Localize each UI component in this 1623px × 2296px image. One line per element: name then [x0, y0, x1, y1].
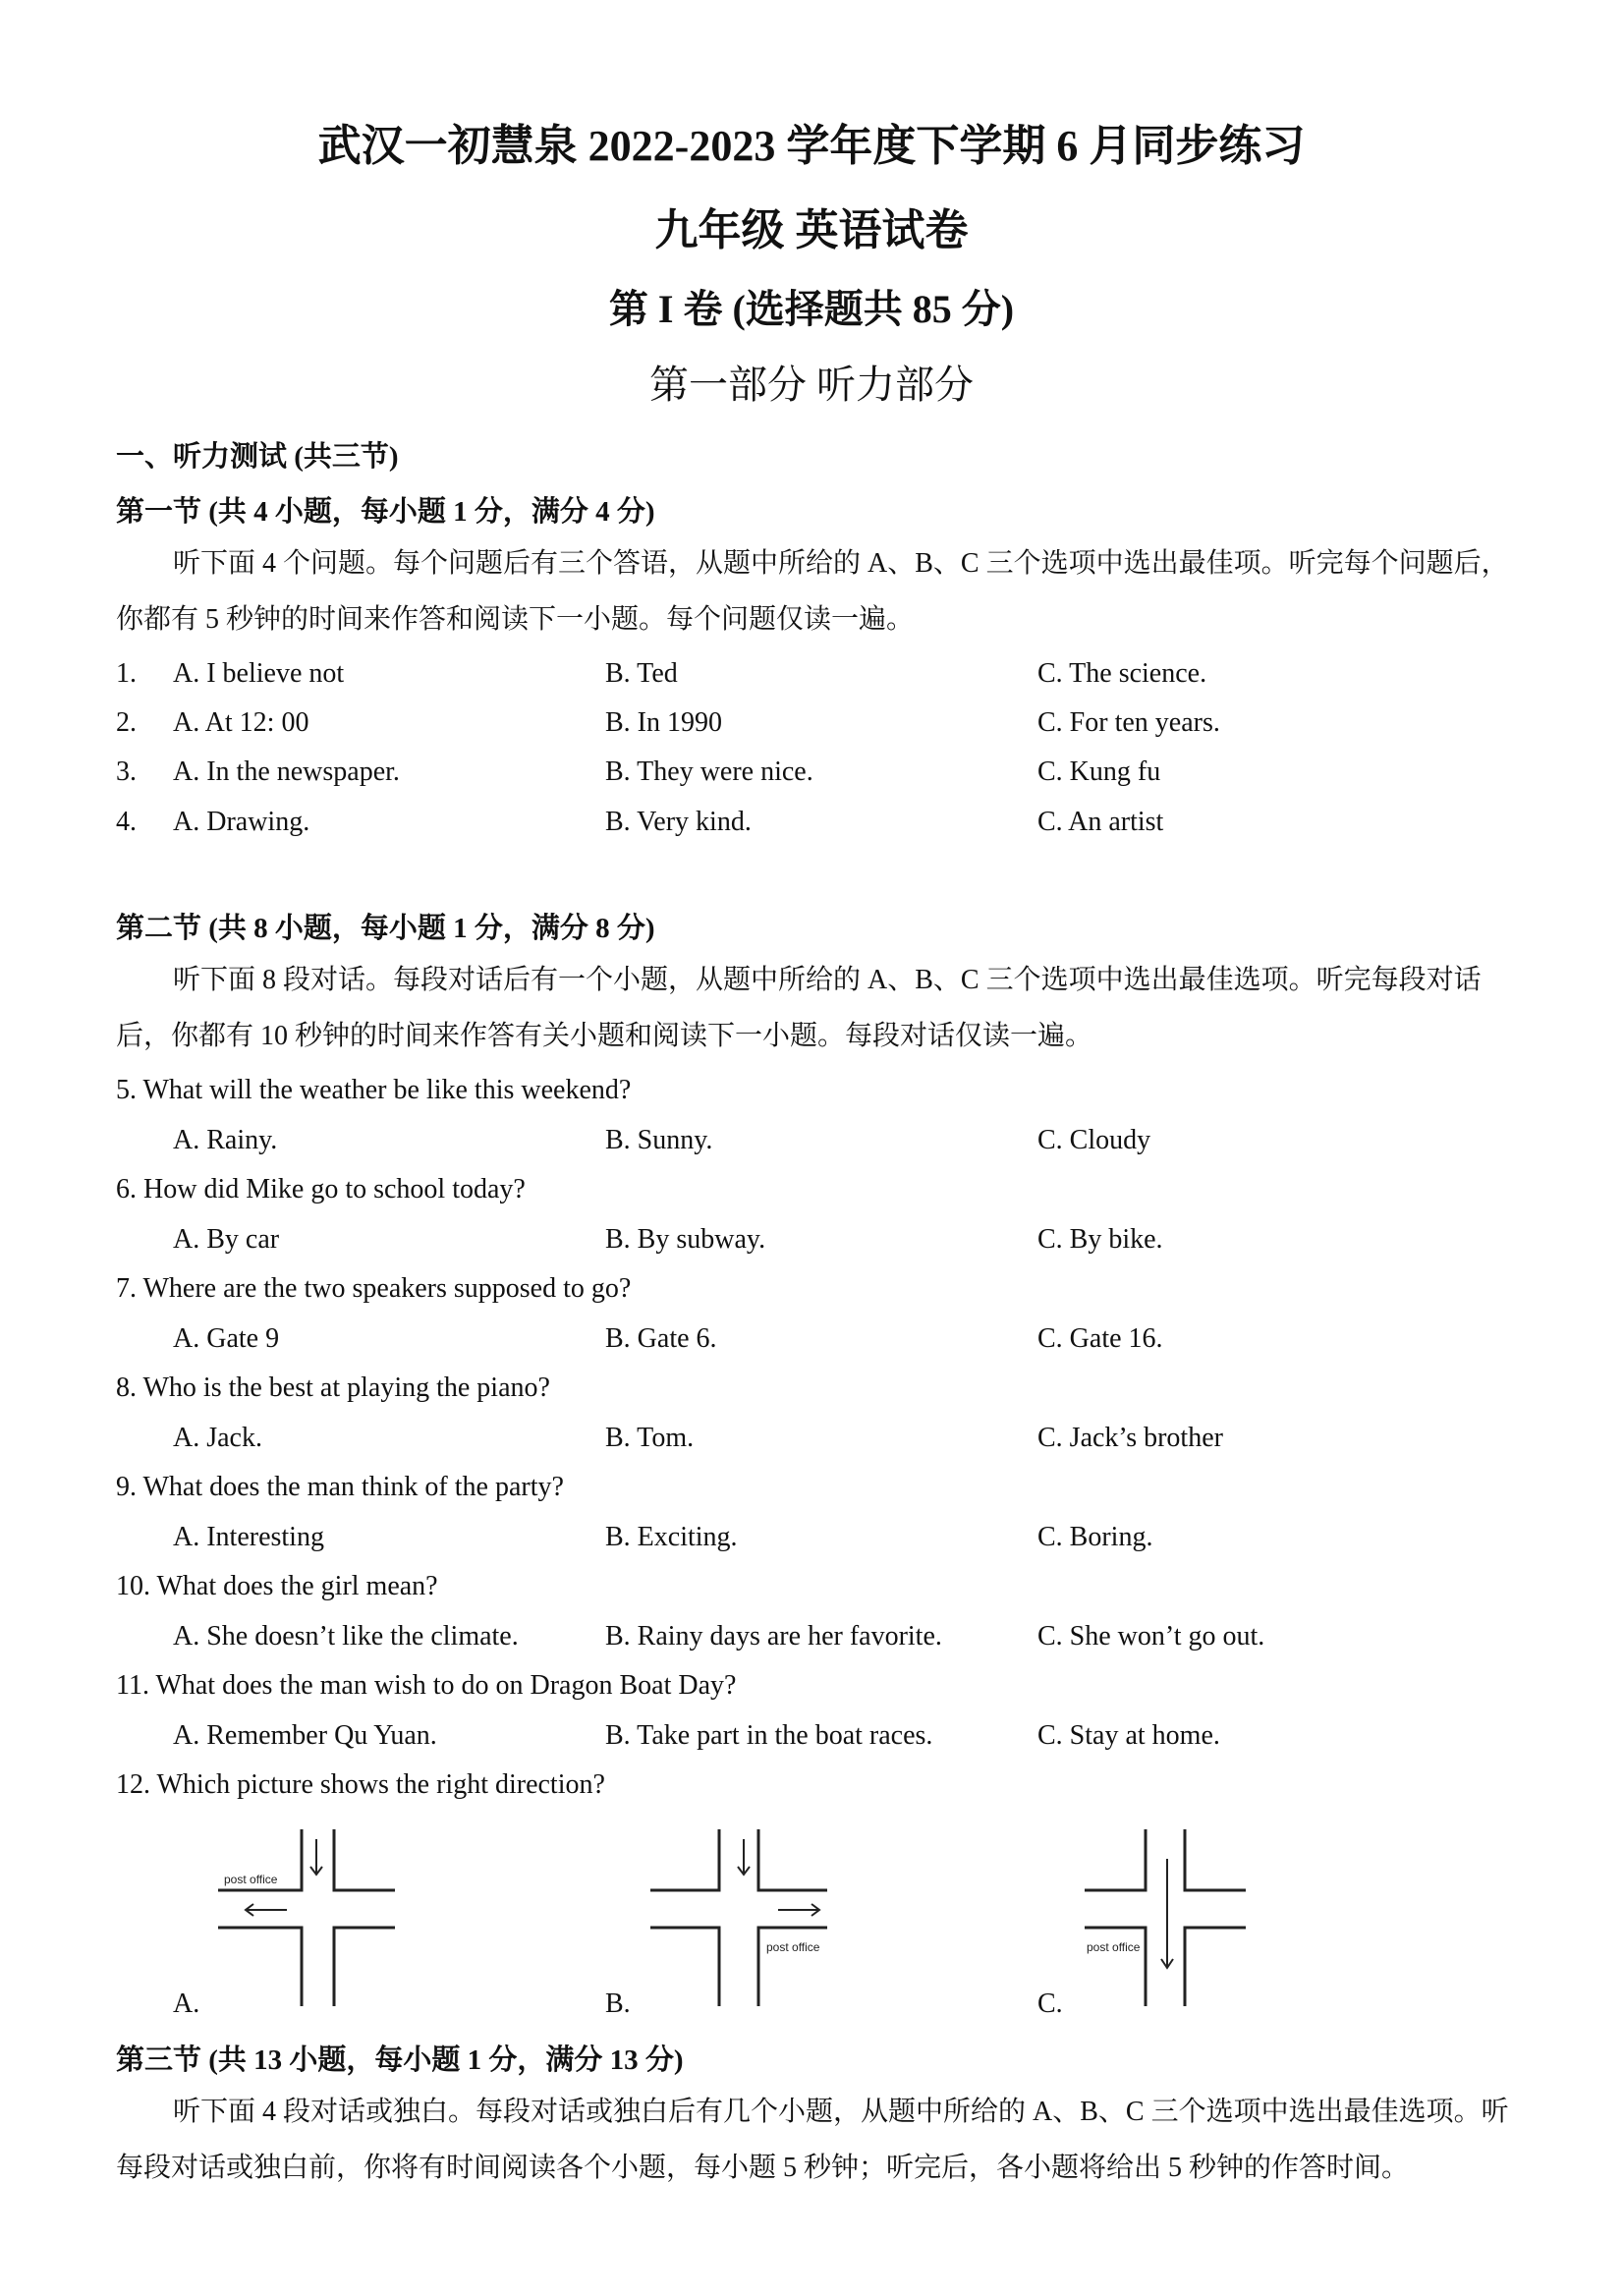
option-b: B. Gate 6.: [605, 1323, 717, 1354]
option-c: C. She won’t go out.: [1037, 1621, 1265, 1652]
question-row: [116, 658, 1511, 698]
option-row: [116, 1423, 1511, 1462]
option-a: A. I believe not: [173, 658, 345, 689]
road-corner: [1185, 1829, 1246, 1890]
road-corner: [758, 1928, 827, 2006]
option-b: B. They were nice.: [605, 756, 813, 787]
road-corner: [1085, 1829, 1146, 1890]
road-corner: [1185, 1928, 1246, 2006]
option-c: C. Stay at home.: [1037, 1720, 1220, 1751]
road-corner: [218, 1928, 302, 2006]
option-c: C. By bike.: [1037, 1224, 1163, 1255]
option-a: A. In the newspaper.: [173, 756, 400, 787]
exam-subtitle: 九年级 英语试卷: [654, 206, 969, 254]
option-b: B. By subway.: [605, 1224, 766, 1255]
section2-heading: 第二节 (共 8 小题，每小题 1 分，满分 8 分): [116, 913, 655, 944]
option-b: B. Very kind.: [605, 807, 752, 837]
option-row: [116, 1720, 1511, 1760]
road-corner: [650, 1829, 719, 1890]
figure-label-b: B.: [605, 1988, 631, 2019]
option-b: B. Take part in the boat races.: [605, 1720, 933, 1751]
question-text: 7. Where are the two speakers supposed to go?: [116, 1273, 632, 1304]
option-a: A. At 12: 00: [173, 707, 309, 738]
section2-instructions: 听下面 8 段对话。每段对话后有一个小题，从题中所给的 A、B、C 三个选项中选出最佳选项。听完每段对话后，你都有 10 秒钟的时间来作答有关小题和阅读下一小题。每段对话仅读一遍。: [116, 965, 1482, 1051]
option-row: [116, 1621, 1511, 1660]
figure-label-c: C.: [1037, 1988, 1063, 2019]
question-row: [116, 707, 1511, 747]
direction-figure-b: [650, 1829, 827, 2006]
question-text: 11. What does the man wish to do on Dragon Boat Day?: [116, 1670, 737, 1701]
option-c: C. The science.: [1037, 658, 1207, 689]
option-a: A. By car: [173, 1224, 280, 1255]
question-text: 10. What does the girl mean?: [116, 1571, 438, 1601]
option-row: [116, 1224, 1511, 1263]
direction-figure-c: [1085, 1829, 1261, 2006]
section3-instructions: 听下面 4 段对话或独白。每段对话或独白后有几个小题，从题中所给的 A、B、C 三个选项中选出最佳选项。听每段对话或独白前，你将有时间阅读各个小题，每小题 5 秒钟；听完后，各小题将给出 5 秒钟的作答时间。: [116, 2097, 1509, 2183]
road-corner: [758, 1829, 827, 1890]
question-number: 2.: [116, 707, 137, 738]
option-b: B. Exciting.: [605, 1522, 738, 1552]
option-c: C. An artist: [1037, 807, 1164, 837]
option-c: C. Jack’s brother: [1037, 1423, 1223, 1453]
question-row: [116, 756, 1511, 796]
option-c: C. Kung fu: [1037, 756, 1161, 787]
option-b: B. Ted: [605, 658, 678, 689]
question-text: 5. What will the weather be like this weekend?: [116, 1075, 632, 1105]
option-a: A. Drawing.: [173, 807, 310, 837]
question-number: 4.: [116, 807, 137, 837]
direction-figure-a: [218, 1829, 395, 2006]
exam-title: 武汉一初慧泉 2022-2023 学年度下学期 6 月同步练习: [317, 122, 1306, 170]
question-text: 6. How did Mike go to school today?: [116, 1174, 526, 1204]
question-text: 9. What does the man think of the party?: [116, 1472, 564, 1502]
road-corner: [650, 1928, 719, 2006]
volume-title: 第 I 卷 (选择题共 85 分): [608, 287, 1015, 331]
option-a: A. She doesn’t like the climate.: [173, 1621, 519, 1652]
option-c: C. For ten years.: [1037, 707, 1220, 738]
arrow-right-icon: [778, 1904, 819, 1916]
figure-label-a: A.: [173, 1988, 200, 2019]
section1-instructions: 听下面 4 个问题。每个问题后有三个答语，从题中所给的 A、B、C 三个选项中选出最佳项。听完每个问题后，你都有 5 秒钟的时间来作答和阅读下一小题。每个问题仅读一遍。: [116, 548, 1509, 635]
question-row: [116, 807, 1511, 846]
option-a: A. Interesting: [173, 1522, 324, 1552]
section1-heading: 第一节 (共 4 小题，每小题 1 分，满分 4 分): [116, 496, 655, 528]
arrow-down-icon: [1161, 1859, 1173, 1968]
option-a: A. Gate 9: [173, 1323, 280, 1354]
option-c: C. Cloudy: [1037, 1125, 1151, 1155]
question-text: 12. Which picture shows the right direction?: [116, 1769, 605, 1800]
post-office-label: post office: [766, 1940, 820, 1954]
option-c: C. Boring.: [1037, 1522, 1153, 1552]
option-row: [116, 1522, 1511, 1561]
road-corner: [334, 1829, 395, 1890]
road-corner: [1085, 1928, 1146, 2006]
option-a: A. Rainy.: [173, 1125, 278, 1155]
option-row: [116, 1323, 1511, 1363]
section3-heading: 第三节 (共 13 小题，每小题 1 分，满分 13 分): [116, 2044, 684, 2076]
option-b: B. Sunny.: [605, 1125, 713, 1155]
option-b: B. Tom.: [605, 1423, 695, 1453]
post-office-label: post office: [1087, 1940, 1141, 1954]
option-a: A. Remember Qu Yuan.: [173, 1720, 437, 1751]
arrow-down-icon: [738, 1839, 750, 1875]
option-b: B. In 1990: [605, 707, 722, 738]
listening-heading: 一、听力测试 (共三节): [116, 441, 399, 473]
road-corner: [334, 1928, 395, 2006]
question-text: 8. Who is the best at playing the piano?: [116, 1372, 550, 1403]
part-title: 第一部分 听力部分: [649, 363, 974, 407]
arrow-left-icon: [246, 1904, 287, 1916]
option-b: B. Rainy days are her favorite.: [605, 1621, 942, 1652]
arrow-down-icon: [310, 1839, 322, 1875]
option-c: C. Gate 16.: [1037, 1323, 1163, 1354]
question-number: 1.: [116, 658, 137, 689]
option-row: [116, 1125, 1511, 1164]
post-office-label: post office: [224, 1873, 278, 1886]
option-a: A. Jack.: [173, 1423, 262, 1453]
question-number: 3.: [116, 756, 137, 787]
